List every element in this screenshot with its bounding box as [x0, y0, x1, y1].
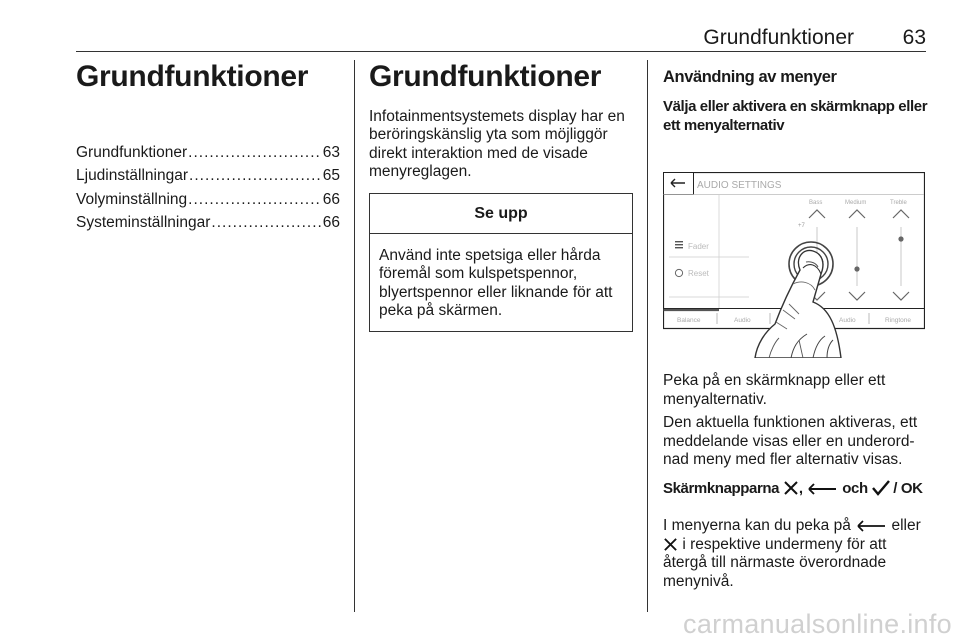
toc-leader [189, 164, 322, 188]
toc-entry[interactable] [76, 141, 340, 165]
screen-column-label: Treble [890, 200, 907, 206]
toc-entry-page: 66 [322, 214, 340, 231]
toc-leader [188, 188, 322, 212]
toc-entry-label: Volyminställning [76, 190, 188, 208]
toc-entry[interactable] [76, 211, 340, 235]
menus-para-3 [663, 517, 928, 591]
buttons-heading-suffix: / OK [893, 480, 923, 497]
toc-entry-label: Grundfunktioner [76, 143, 188, 161]
column-divider-1 [354, 60, 355, 612]
screen-menu-item: Reset [688, 269, 709, 278]
caution-box [369, 193, 633, 332]
page-header [76, 26, 926, 50]
toc-entry-page: 63 [322, 143, 340, 161]
menus-para-2: Den aktuella funktionen aktiveras, ett meddelande visas eller en underord-nad meny med fler alternativ visas. [663, 414, 918, 468]
touchscreen-illustration [663, 172, 925, 358]
para3-prefix: I menyerna kan du peka på [663, 517, 851, 534]
screen-tab: Audio [734, 317, 751, 324]
close-x-icon [663, 537, 678, 552]
toc-leader [211, 211, 321, 235]
screen-title: AUDIO SETTINGS [697, 180, 782, 191]
screen-menu-item: Fader [688, 242, 709, 251]
toc-heading: Grundfunktioner [76, 60, 309, 93]
caution-text: Använd inte spetsiga eller hårda föremål som kulspetspennor, blyertspennor eller liknande för att peka på skärmen. [379, 246, 613, 319]
buttons-heading [663, 479, 928, 498]
toc-entry-label: Ljudinställningar [76, 167, 189, 184]
buttons-heading-sep: , [798, 480, 803, 497]
header-rule [76, 51, 926, 52]
back-arrow-icon [806, 482, 838, 496]
menus-subheading: Välja eller aktivera en skärmknapp eller ett menyalternativ [663, 98, 928, 134]
screen-tab: Ringtone [885, 317, 912, 324]
toc-entry[interactable] [76, 164, 340, 188]
watermark: carmanualsonline.info [683, 609, 952, 639]
toc-list [76, 141, 340, 235]
toc-column [76, 58, 340, 235]
menus-para-1: Peka på en skärmknapp eller ett menyalternativ. [663, 372, 886, 408]
screen-tab: Audio [839, 317, 856, 324]
toc-entry-label: Systeminställningar [76, 214, 211, 231]
svg-text:+7: +7 [798, 223, 805, 229]
close-x-icon [783, 480, 799, 496]
checkmark-icon [872, 480, 890, 496]
buttons-heading-and: och [842, 480, 868, 497]
toc-entry-page: 65 [322, 167, 340, 184]
header-title: Grundfunktioner [703, 26, 854, 49]
section-heading: Grundfunktioner [369, 60, 602, 93]
screen-tab: Balance [677, 317, 701, 324]
menus-heading: Användning av menyer [663, 68, 837, 86]
toc-entry-page: 66 [322, 190, 340, 208]
section-column [369, 58, 634, 332]
page-number: 63 [902, 26, 926, 49]
back-arrow-icon [855, 519, 887, 533]
para3-suffix: i respektive undermeny för att återgå till närmaste överordnade menynivå. [663, 535, 887, 590]
toc-leader [188, 141, 322, 165]
column-divider-2 [647, 60, 648, 612]
screen-column-label: Bass [809, 200, 823, 206]
para3-mid: eller [891, 517, 921, 534]
caution-title: Se upp [370, 194, 632, 234]
screen-column-label: Medium [845, 200, 867, 206]
menus-column [663, 67, 928, 135]
section-intro: Infotainmentsystemets display har en beröringskänslig yta som möjliggör direkt interaktion med de visade menyreglagen. [369, 107, 625, 180]
buttons-heading-prefix: Skärmknapparna [663, 480, 780, 497]
toc-entry[interactable] [76, 188, 340, 212]
